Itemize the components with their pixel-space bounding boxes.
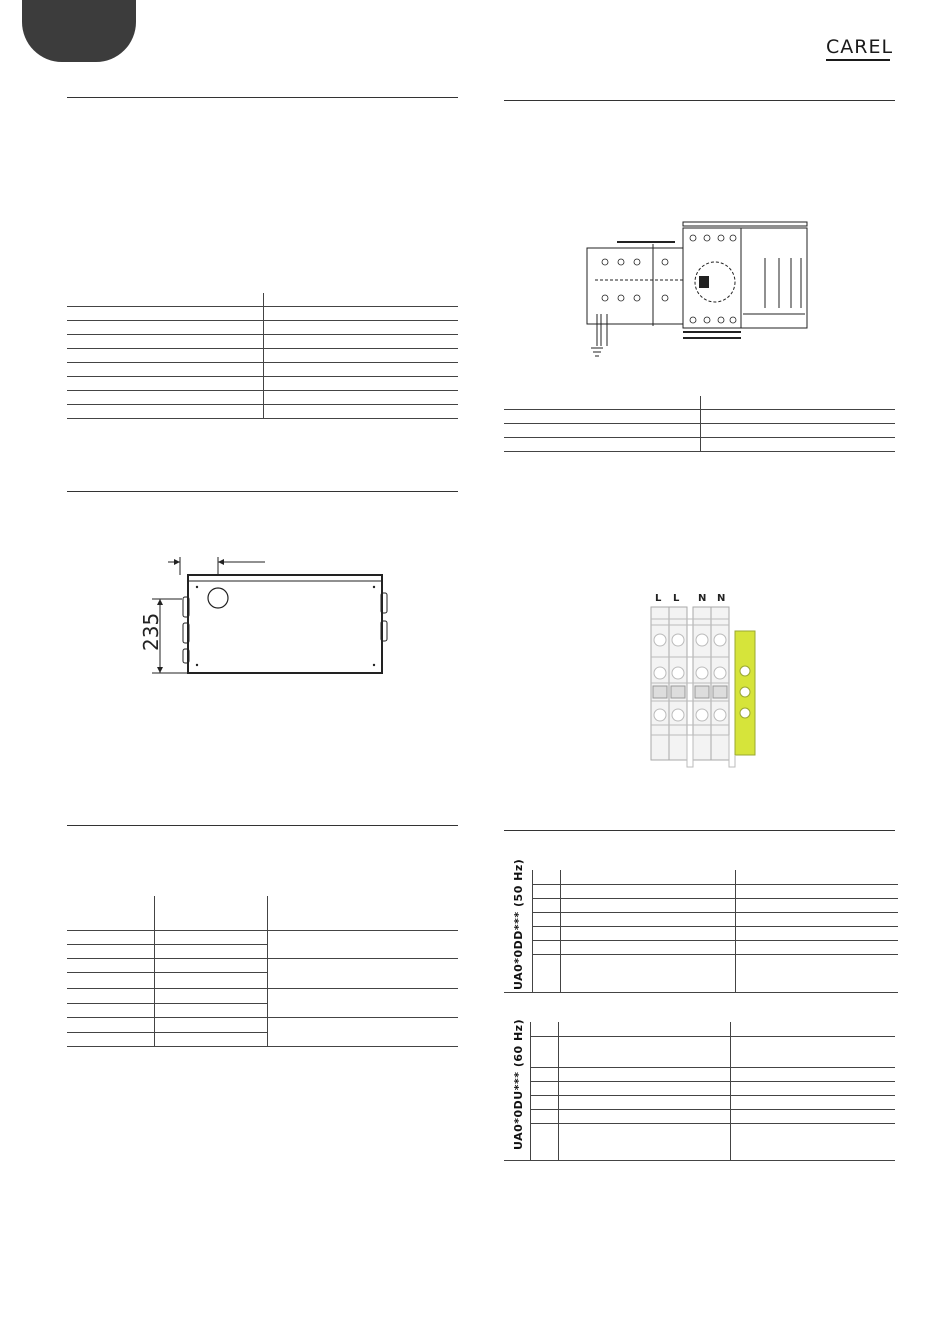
terminal-label-n2: N [717,593,726,604]
section-rule-1 [67,97,458,98]
terminal-label-n1: N [698,593,707,604]
section-rule-2 [67,491,458,492]
section-rule-3 [67,825,458,826]
terminal-block-illustration [645,585,765,770]
logo-underline [826,59,890,61]
wiring-diagram [575,218,815,368]
table-50hz-label: UA0*0DD*** (50 Hz) [512,858,525,990]
section-rule-4 [504,100,895,101]
dimension-235-label: 235 [139,612,163,651]
page-corner-tab [22,0,136,62]
terminal-label-l2: L [673,593,680,604]
table-60hz-label: UA0*0DU*** (60 Hz) [512,1018,525,1150]
enclosure-dimension-drawing [130,545,400,685]
terminal-label-l1: L [655,593,662,604]
section-rule-5 [504,830,895,831]
carel-logo: CAREL [826,36,894,58]
